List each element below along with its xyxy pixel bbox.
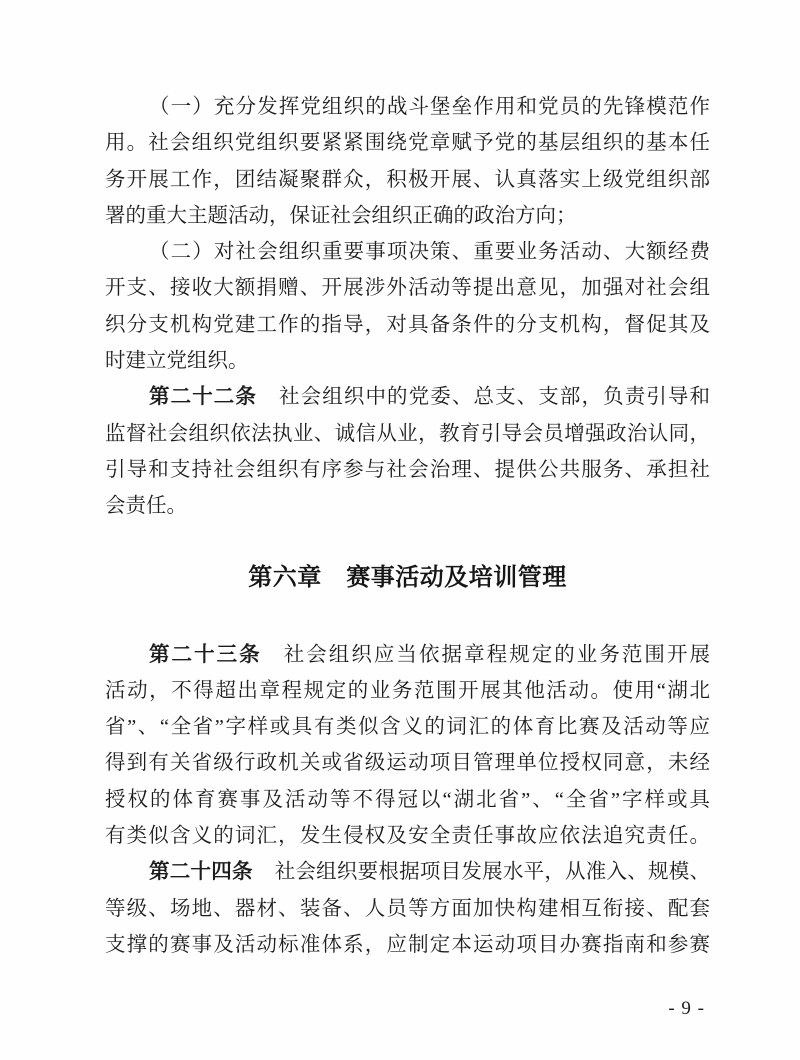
- body-text: 支撑的赛事及活动标准体系，应制定本运动项目办赛指南和参赛: [105, 933, 710, 956]
- body-text: 监督社会组织依法执业、诚信从业，教育引导会员增强政治认同，: [105, 422, 710, 445]
- body-text: 等级、场地、器材、装备、人员等方面加快构建相互衔接、配套: [105, 897, 710, 920]
- text-line: [105, 307, 710, 343]
- text-line: [105, 270, 710, 306]
- body-text: 社会组织应当依据章程规定的业务范围开展: [283, 643, 710, 666]
- article-number: 第二十三条: [149, 643, 262, 666]
- body-text: 引导和支持社会组织有序参与社会治理、提供公共服务、承担社: [105, 458, 710, 481]
- paragraph-article-23: [105, 637, 710, 855]
- text-line: [105, 709, 710, 745]
- text-line: [105, 416, 710, 452]
- body-text: 授权的体育赛事及活动等不得冠以“湖北省”、“全省”字样或具: [105, 788, 710, 811]
- page-number: - 9 -: [668, 998, 705, 1019]
- text-line: [105, 125, 710, 161]
- body-text: 务开展工作，团结凝聚群众，积极开展、认真落实上级党组织部: [105, 168, 710, 191]
- text-line: [105, 673, 710, 709]
- text-line: [105, 379, 710, 415]
- body-text: 社会组织中的党委、总支、支部，负责引导和: [279, 386, 710, 409]
- body-text: 织分支机构党建工作的指导，对具备条件的分支机构，督促其及: [105, 313, 710, 336]
- body-text: 时建立党组织。: [105, 350, 249, 373]
- body-text: 署的重大主题活动，保证社会组织正确的政治方向；: [105, 204, 577, 227]
- paragraph-item-2: [105, 234, 710, 379]
- body-text: 会责任。: [105, 495, 187, 518]
- text-line: [105, 89, 710, 125]
- chapter-heading: 第六章 赛事活动及培训管理: [248, 563, 567, 591]
- body-text: 得到有关省级行政机关或省级运动项目管理单位授权同意，未经: [105, 752, 710, 775]
- text-line: [105, 891, 710, 927]
- text-line: [105, 452, 710, 488]
- text-line: [105, 927, 710, 963]
- text-line: [105, 162, 710, 198]
- text-line: [105, 198, 710, 234]
- paragraph-article-24: [105, 854, 710, 963]
- paragraph-item-1: [105, 89, 710, 234]
- text-line: [105, 854, 710, 890]
- text-line: [105, 343, 710, 379]
- text-line: [105, 488, 710, 524]
- text-line: [105, 745, 710, 781]
- text-line: [105, 782, 710, 818]
- body-text: 省”、“全省”字样或具有类似含义的词汇的体育比赛及活动等应: [105, 716, 710, 739]
- document-body: [105, 89, 710, 963]
- paragraph-article-22: [105, 379, 710, 524]
- text-line: [105, 818, 710, 854]
- body-text: 活动，不得超出章程规定的业务范围开展其他活动。使用“湖北: [105, 679, 710, 702]
- body-text: 有类似含义的词汇，发生侵权及安全责任事故应依法追究责任。: [105, 825, 710, 848]
- body-text: 用。社会组织党组织要紧紧围绕党章赋予党的基层组织的基本任: [105, 132, 710, 155]
- body-text: 开支、接收大额捐赠、开展涉外活动等提出意见，加强对社会组: [105, 277, 710, 300]
- text-line: [105, 637, 710, 673]
- body-text: （一）充分发挥党组织的战斗堡垒作用和党员的先锋模范作: [149, 96, 710, 118]
- article-number: 第二十二条: [149, 386, 258, 409]
- body-text: （二）对社会组织重要事项决策、重要业务活动、大额经费: [149, 241, 710, 264]
- text-line: [105, 234, 710, 270]
- article-number: 第二十四条: [149, 861, 253, 884]
- body-text: 社会组织要根据项目发展水平，从准入、规模、: [274, 861, 710, 884]
